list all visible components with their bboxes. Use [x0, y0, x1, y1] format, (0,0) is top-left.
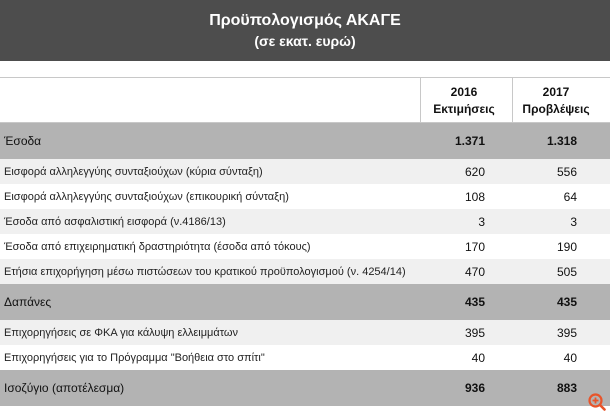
value-2017: 64 [563, 189, 577, 204]
row-label: Επιχορηγήσεις για το Πρόγραμμα "Βοήθεια στο σπίτι" [4, 351, 265, 364]
value-2017: 505 [556, 264, 577, 279]
spacer [0, 61, 610, 77]
row-label: Ετήσια επιχορήγηση μέσω πιστώσεων του κρατικού προϋπολογισμού (ν. 4254/14) [4, 265, 406, 278]
header-2017-year: 2017 [542, 85, 570, 99]
header-2017-desc: Προβλέψεις [522, 102, 590, 116]
value-2017: 435 [556, 295, 577, 309]
value-2016: 40 [471, 350, 485, 365]
header-2016 [424, 84, 504, 118]
section-row [0, 123, 610, 159]
section-row [0, 284, 610, 320]
table-row [0, 345, 610, 370]
table-row [0, 234, 610, 259]
table-row [0, 209, 610, 234]
section-row [0, 370, 610, 406]
budget-table [0, 61, 610, 406]
value-2017: 3 [570, 214, 577, 229]
value-2016: 108 [464, 189, 485, 204]
table-row [0, 259, 610, 284]
table-row [0, 320, 610, 345]
section-label: Ισοζύγιο (αποτέλεσμα) [4, 381, 125, 395]
table-row [0, 184, 610, 209]
value-2016: 3 [478, 214, 485, 229]
value-2016: 620 [464, 164, 485, 179]
row-label: Εισφορά αλληλεγγύης συνταξιούχων (επικουρική σύνταξη) [4, 190, 289, 203]
zoom-in-icon[interactable] [588, 393, 606, 411]
value-2017: 40 [563, 350, 577, 365]
column-divider [512, 78, 513, 122]
table-header-row [0, 77, 610, 123]
table-subtitle: (σε εκατ. ευρώ) [254, 33, 356, 49]
column-divider [420, 78, 421, 122]
value-2017: 1.318 [546, 134, 577, 148]
value-2016: 936 [464, 381, 485, 395]
table-body [0, 123, 610, 406]
row-label: Εισφορά αλληλεγγύης συνταξιούχων (κύρια σύνταξη) [4, 165, 263, 178]
header-2017 [516, 84, 596, 118]
table-title-bar [0, 0, 610, 61]
section-label: Δαπάνες [4, 295, 52, 309]
row-label: Επιχορηγήσεις σε ΦΚΑ για κάλυψη ελλειμμάτων [4, 326, 239, 339]
header-2016-year: 2016 [450, 85, 478, 99]
value-2016: 1.371 [454, 134, 485, 148]
row-label: Έσοδα από επιχειρηματική δραστηριότητα (έσοδα από τόκους) [4, 240, 311, 253]
row-label: Έσοδα από ασφαλιστική εισφορά (ν.4186/13) [4, 215, 226, 228]
header-2016-desc: Εκτιμήσεις [433, 102, 495, 116]
value-2016: 170 [464, 239, 485, 254]
value-2017: 395 [556, 325, 577, 340]
value-2016: 470 [464, 264, 485, 279]
value-2017: 883 [556, 381, 577, 395]
value-2016: 435 [464, 295, 485, 309]
table-row [0, 159, 610, 184]
table-title: Προϋπολογισμός ΑΚΑΓΕ [209, 12, 401, 29]
value-2017: 190 [556, 239, 577, 254]
value-2017: 556 [556, 164, 577, 179]
value-2016: 395 [464, 325, 485, 340]
section-label: Έσοδα [4, 134, 42, 148]
